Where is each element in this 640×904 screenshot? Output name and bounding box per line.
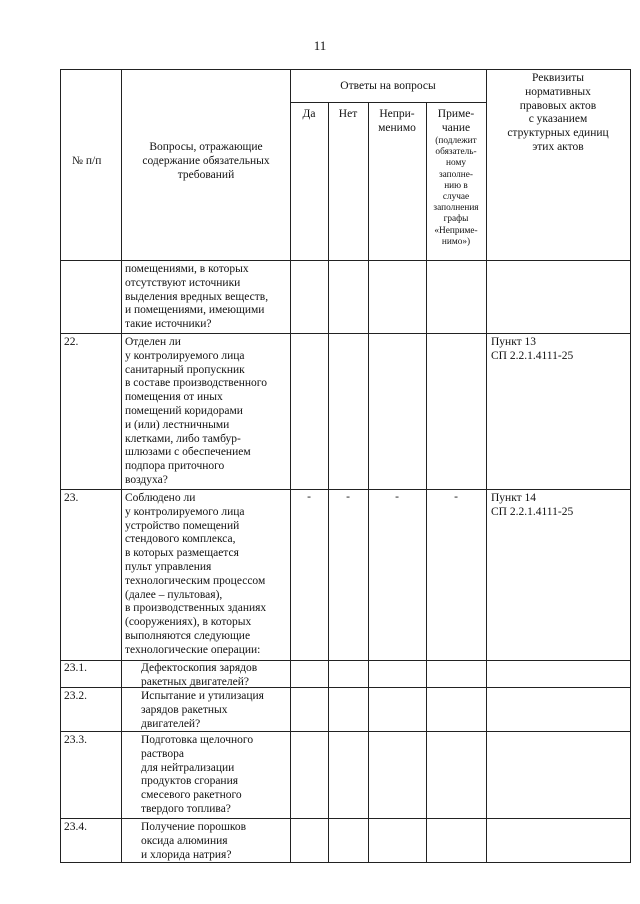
header-yes: Да bbox=[302, 108, 316, 120]
row-question: Соблюдено ли у контролируемого лица устройство помещений стендового комплекса, в которых размещается пульт управления технологическим процессом (далее – пультовая), в производственных зданиях (сооружениях), в которых выполняются следующие технологические операции: bbox=[125, 492, 267, 656]
header-no: Нет bbox=[338, 108, 358, 120]
row-num: 23.4. bbox=[64, 821, 87, 833]
row-num: 23.3. bbox=[64, 734, 87, 746]
table-border-top bbox=[60, 69, 630, 70]
col-border bbox=[60, 69, 61, 863]
page-number: 11 bbox=[313, 38, 327, 53]
header-requisites: Реквизиты нормативных правовых актов с указанием структурных единиц этих актов bbox=[507, 72, 609, 153]
col-border bbox=[290, 69, 291, 863]
row-not-applicable: - bbox=[395, 491, 399, 503]
row-num: 22. bbox=[64, 336, 79, 348]
header-note-detail: (подлежит обязатель- ному заполне- нию в случае заполнения графы «Неприме- нимо») bbox=[433, 136, 479, 247]
row-question: Получение порошков оксида алюминия и хлорида натрия? bbox=[141, 821, 247, 861]
row-question: Отделен ли у контролируемого лица санитарный пропускник в составе производственного помещения от иных помещений коридорами и (или) лестничными клетками, либо тамбур- шлюзами с обеспечением подпора приточного воздуха? bbox=[125, 336, 267, 486]
row-divider bbox=[60, 818, 630, 819]
header-num: № п/п bbox=[72, 155, 102, 167]
col-border bbox=[328, 102, 329, 863]
row-divider bbox=[60, 660, 630, 661]
row-requisites: Пункт 13 СП 2.2.1.4111-25 bbox=[491, 336, 574, 362]
header-note: Приме- чание bbox=[437, 108, 475, 134]
row-yes: - bbox=[307, 491, 311, 503]
row-num: 23.2. bbox=[64, 690, 87, 702]
col-border bbox=[121, 69, 122, 863]
row-question: Дефектоскопия зарядов ракетных двигателей? bbox=[141, 662, 258, 688]
header-bottom-line bbox=[60, 260, 630, 261]
col-border bbox=[368, 102, 369, 863]
row-question: помещениями, в которых отсутствуют источники выделения вредных веществ, и помещениями, имеющими такие источники? bbox=[125, 263, 269, 331]
col-border bbox=[630, 69, 631, 863]
row-num: 23. bbox=[64, 492, 79, 504]
header-question: Вопросы, отражающие содержание обязательных требований bbox=[142, 141, 270, 181]
row-requisites: Пункт 14 СП 2.2.1.4111-25 bbox=[491, 492, 574, 518]
row-divider bbox=[60, 333, 630, 334]
row-no: - bbox=[346, 491, 350, 503]
row-question: Испытание и утилизация зарядов ракетных двигателей? bbox=[141, 690, 264, 730]
row-question: Подготовка щелочного раствора для нейтрализации продуктов сгорания смесевого ракетного твердого топлива? bbox=[141, 734, 254, 815]
row-num: 23.1. bbox=[64, 662, 87, 674]
col-border bbox=[486, 69, 487, 863]
answers-subheader-line bbox=[290, 102, 486, 103]
row-divider bbox=[60, 489, 630, 490]
header-not-applicable: Непри- менимо bbox=[378, 108, 416, 134]
row-note: - bbox=[454, 491, 458, 503]
header-answers: Ответы на вопросы bbox=[340, 80, 436, 92]
